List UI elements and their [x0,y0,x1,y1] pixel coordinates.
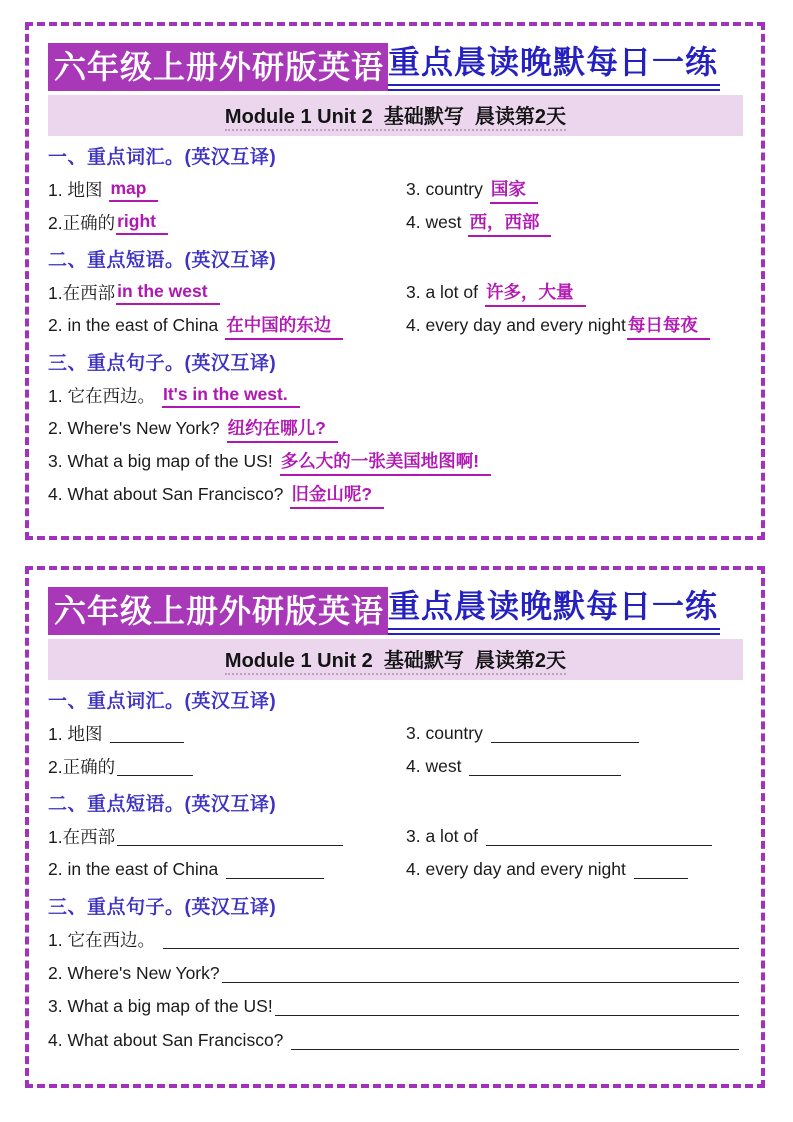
sentence-item [48,445,743,478]
section-heading-vocab: 一、重点词汇。(英汉互译) [48,691,277,712]
sentence-item [48,412,743,445]
sentence-item [48,957,743,991]
item-label: 1.在西部 [48,827,116,847]
item-label: 4. every day and every night [406,315,626,335]
subtitle-text: Module 1 Unit 2 基础默写 晨读第2天 [225,106,566,131]
phrase-item [48,853,406,886]
item-label: 4. west [406,212,462,232]
subtitle-bar [48,639,743,680]
item-label: 4. What about San Francisco? [48,484,284,504]
blank-line [117,827,343,846]
blank-line [117,757,193,776]
item-label: 2. in the east of China [48,859,219,879]
blank-line [275,997,739,1016]
phrase-item [406,309,743,342]
blank-line [491,724,639,743]
answer-text: 旧金山呢? [290,481,384,509]
blank-line [226,860,324,879]
item-label: 3. What a big map of the US! [48,451,273,471]
item-label: 2. Where's New York? [48,962,220,983]
subtitle-text: Module 1 Unit 2 基础默写 晨读第2天 [225,650,566,675]
section-heading-sentences: 三、重点句子。(英汉互译) [48,353,277,374]
sentence-item [48,990,743,1024]
title-banner [48,584,743,635]
item-label: 4. west [406,756,462,776]
blank-line [291,1031,739,1050]
blank-line [469,757,621,776]
subtitle-bar [48,95,743,136]
vocab-item [406,173,743,206]
item-label: 1. 它在西边。 [48,930,155,951]
sentence-item [48,1024,743,1058]
phrase-item [48,820,406,853]
vocab-item [48,206,406,239]
title-brand: 六年级上册外研版英语 [48,43,388,91]
vocab-grid [48,717,743,783]
worksheet-answered [25,22,765,540]
sentence-item [48,923,743,957]
item-label: 2. in the east of China [48,315,219,335]
item-label: 4. What about San Francisco? [48,1029,284,1050]
item-label: 2. Where's New York? [48,418,220,438]
answer-text: 纽约在哪儿? [227,415,338,443]
item-label: 4. every day and every night [406,859,626,879]
section-heading-sentences: 三、重点句子。(英汉互译) [48,897,277,918]
section-heading-phrases: 二、重点短语。(英汉互译) [48,250,277,271]
answer-text: 每日每夜 [627,312,710,340]
title-banner [48,40,743,91]
vocab-item [48,717,406,750]
item-label: 3. country [406,179,483,199]
blank-line [634,860,688,879]
item-label: 2.正确的 [48,213,116,233]
answer-text: right [116,211,168,235]
blank-line [486,827,712,846]
phrase-item [406,276,743,309]
title-main: 重点晨读晚默每日一练 [388,584,720,635]
phrase-item [406,853,743,886]
phrases-grid [48,276,743,342]
item-label: 1. 它在西边。 [48,386,155,406]
vocab-item [406,750,743,783]
answer-text: 多么大的一张美国地图啊! [280,448,491,476]
phrase-item [48,276,406,309]
blank-line [163,930,739,949]
vocab-item [48,173,406,206]
item-label: 3. a lot of [406,826,478,846]
section-heading-phrases: 二、重点短语。(英汉互译) [48,794,277,815]
item-label: 1. 地图 [48,180,103,200]
item-label: 3. country [406,723,483,743]
answer-text: 国家 [490,176,538,204]
answer-text: 西，西部 [468,209,551,237]
sentence-item [48,478,743,511]
item-label: 1.在西部 [48,283,116,303]
answer-text: 在中国的东边 [225,312,343,340]
item-label: 3. What a big map of the US! [48,996,273,1017]
answer-text: map [109,178,158,202]
blank-line [110,724,184,743]
vocab-item [48,750,406,783]
item-label: 2.正确的 [48,757,116,777]
answer-text: in the west [116,281,219,305]
phrases-grid [48,820,743,886]
answer-text: It's in the west. [162,384,300,408]
blank-line [222,964,739,983]
phrase-item [406,820,743,853]
vocab-item [406,206,743,239]
answer-text: 许多，大量 [485,279,586,307]
item-label: 3. a lot of [406,282,478,302]
title-main: 重点晨读晚默每日一练 [388,40,720,91]
worksheet-blank [25,566,765,1088]
section-heading-vocab: 一、重点词汇。(英汉互译) [48,147,277,168]
vocab-item [406,717,743,750]
phrase-item [48,309,406,342]
vocab-grid [48,173,743,239]
item-label: 1. 地图 [48,724,103,744]
sentence-item [48,379,743,412]
title-brand: 六年级上册外研版英语 [48,587,388,635]
